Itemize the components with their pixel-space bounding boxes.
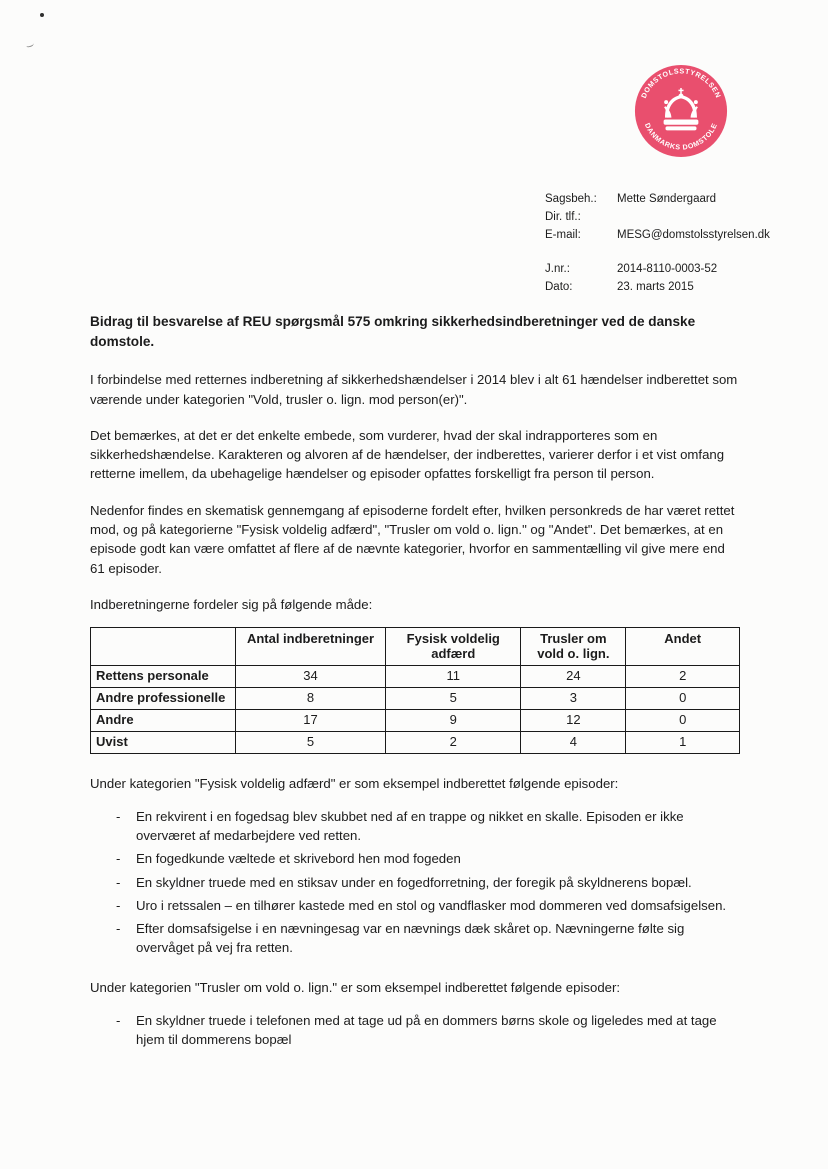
scan-artifact — [26, 41, 35, 48]
meta-row-sagsbeh — [545, 190, 770, 208]
meta-label: Sagsbeh.: — [545, 193, 597, 205]
meta-label: E-mail: — [545, 229, 581, 241]
cell-value: 8 — [235, 687, 386, 709]
document-title: Bidrag til besvarelse af REU spørgsmål 575 omkring sikkerhedsindberetninger ved de danske domstole. — [90, 314, 696, 349]
meta-value: 23. marts 2015 — [617, 281, 694, 293]
list-item — [116, 919, 740, 958]
meta-row-email — [545, 226, 770, 244]
table-row — [91, 709, 740, 731]
meta-value: Mette Søndergaard — [617, 193, 717, 205]
cell-value: 9 — [386, 709, 521, 731]
meta-value: 2014-8110-0003-52 — [617, 263, 718, 275]
incident-table — [90, 627, 740, 754]
bullet-marker: - — [116, 808, 121, 824]
seal-circle — [635, 65, 727, 157]
list-item — [116, 873, 740, 892]
table-header-empty — [91, 628, 236, 666]
table-row — [91, 665, 740, 687]
cell-value: 4 — [521, 731, 626, 753]
table-header-fysisk: Fysisk voldelig adfærd — [386, 628, 521, 666]
meta-label: Dato: — [545, 281, 573, 293]
meta-label: J.nr.: — [545, 263, 570, 275]
cell-value: 34 — [235, 665, 386, 687]
meta-row-dirtlf — [545, 208, 770, 226]
meta-row-jnr — [545, 260, 770, 278]
table-row — [91, 731, 740, 753]
list-item — [116, 807, 740, 846]
list-item-text: En fogedkunde væltede et skrivebord hen mod fogeden — [136, 851, 461, 867]
list-item-text: Uro i retssalen – en tilhører kastede med en stol og vandflasker mod dommeren ved domsafsigelsen. — [136, 897, 727, 913]
document-body — [90, 312, 740, 1054]
seal-top-text: DOMSTOLSSTYRELSEN — [639, 67, 723, 100]
bullet-marker: - — [116, 851, 121, 867]
bullet-marker: - — [116, 921, 121, 937]
list-item — [116, 849, 740, 868]
bullet-list-fysisk — [90, 807, 740, 958]
meta-value: MESG@domstolsstyrelsen.dk — [617, 229, 770, 241]
table-row — [91, 687, 740, 709]
section-intro-fysisk: Under kategorien "Fysisk voldelig adfærd" er som eksempel indberettet følgende episoder: — [90, 775, 619, 791]
cell-value: 2 — [386, 731, 521, 753]
row-label: Andre professionelle — [91, 687, 236, 709]
letter-meta-block — [545, 190, 770, 296]
table-header-row — [91, 628, 740, 666]
paragraph: I forbindelse med retternes indberetning af sikkerhedshændelser i 2014 blev i alt 61 hændelser indberettet som værende under kategorien "Vold, trusler o. lign. mod person(er)". — [90, 372, 738, 407]
section-intro-trusler: Under kategorien "Trusler om vold o. lign." er som eksempel indberettet følgende episoder: — [90, 979, 621, 995]
cell-value: 12 — [521, 709, 626, 731]
paragraph: Det bemærkes, at det er det enkelte embede, som vurderer, hvad der skal indrapporteres som en sikkerhedshændelse. Karakteren og alvoren af de hændelser, der indberettes, varierer derfor i et vist omfang retterne imellem, da ubehagelige hændelser og episoder opfattes forskelligt fra person til person. — [90, 427, 725, 482]
row-label: Uvist — [91, 731, 236, 753]
court-seal-logo — [634, 64, 728, 158]
list-item-text: En rekvirent i en fogedsag blev skubbet ned af en trappe og nikket en skalle. Episoden er ikke overværet af medarbejdere ved retten. — [136, 808, 684, 844]
cell-value: 17 — [235, 709, 386, 731]
cell-value: 5 — [235, 731, 386, 753]
meta-row-dato — [545, 278, 770, 296]
cell-value: 2 — [626, 665, 740, 687]
table-header-antal: Antal indberetninger — [235, 628, 386, 666]
table-intro: Indberetningerne fordeler sig på følgende måde: — [90, 596, 373, 612]
list-item-text: En skyldner truede med en stiksav under en fogedforretning, der foregik på skyldnerens bopæl. — [136, 874, 692, 890]
seal-bottom-text: DANMARKS DOMSTOLE — [642, 121, 720, 152]
paragraph: Nedenfor findes en skematisk gennemgang af episoderne fordelt efter, hvilken personkreds de har været rettet mod, og på kategorierne "Fysisk voldelig adfærd", "Trusler om vold o. lign." og "Andet". Det bemærkes, at en episode godt kan være omfattet af flere af de nævnte kategorier, hvorfor en sammentælling vil give mere end 61 episoder. — [90, 502, 735, 576]
row-label: Rettens personale — [91, 665, 236, 687]
cell-value: 0 — [626, 709, 740, 731]
scan-artifact — [40, 13, 44, 17]
row-label: Andre — [91, 709, 236, 731]
list-item — [116, 1011, 740, 1050]
bullet-list-trusler — [90, 1011, 740, 1050]
court-seal-svg — [634, 64, 728, 158]
cell-value: 11 — [386, 665, 521, 687]
table-header-andet: Andet — [626, 628, 740, 666]
bullet-marker: - — [116, 874, 121, 890]
meta-label: Dir. tlf.: — [545, 211, 581, 223]
cell-value: 24 — [521, 665, 626, 687]
cell-value: 3 — [521, 687, 626, 709]
table-header-trusler: Trusler om vold o. lign. — [521, 628, 626, 666]
cell-value: 5 — [386, 687, 521, 709]
list-item — [116, 896, 740, 915]
bullet-marker: - — [116, 897, 121, 913]
cell-value: 1 — [626, 731, 740, 753]
list-item-text: En skyldner truede i telefonen med at tage ud på en dommers børns skole og ligeledes med at tage hjem til dommerens bopæl — [136, 1012, 717, 1048]
bullet-marker: - — [116, 1012, 121, 1028]
cell-value: 0 — [626, 687, 740, 709]
list-item-text: Efter domsafsigelse i en nævningesag var en nævnings dæk skåret op. Nævningerne følte sig overvåget på vej fra retten. — [136, 921, 685, 956]
